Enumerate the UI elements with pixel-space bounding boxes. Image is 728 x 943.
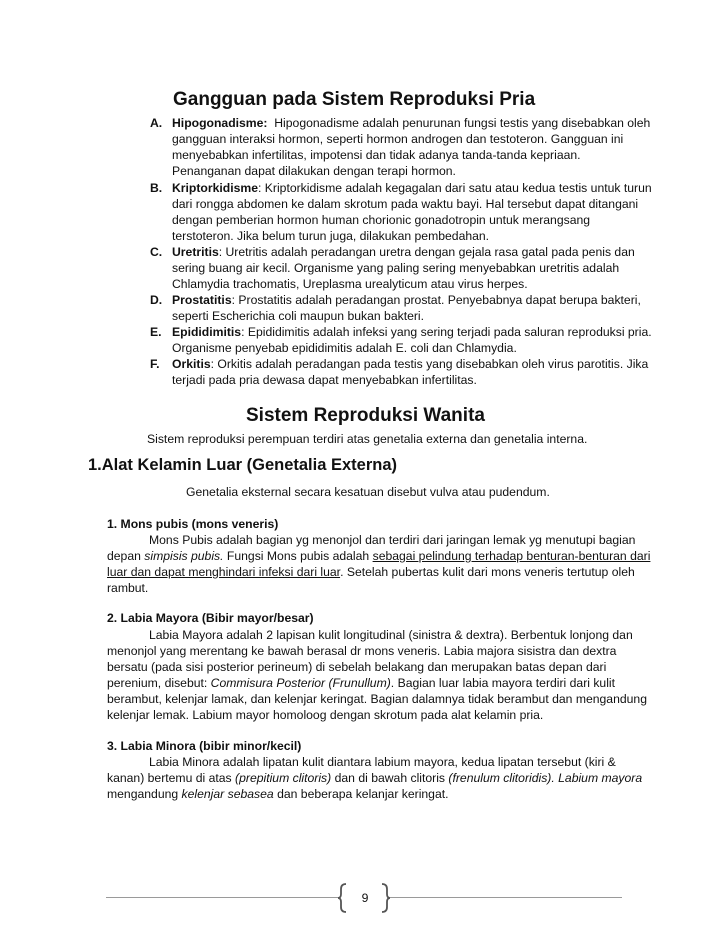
pria-item-line xyxy=(172,340,517,356)
pria-item-line xyxy=(172,180,652,196)
page-number: 9 xyxy=(361,891,369,905)
pria-item-line xyxy=(172,356,648,372)
pria-item-text: Penanganan dapat dilakukan dengan terapi hormon. xyxy=(172,164,456,178)
mons-line-3: luar dan dapat menghindari infeksi dari luar. Setelah pubertas kulit dari mons veneris tertutup oleh xyxy=(107,565,635,579)
pria-item-letter: E. xyxy=(150,325,162,339)
pria-item-text: : Epididimitis adalah infeksi yang sering terjadi pada saluran reproduksi pria. xyxy=(241,325,652,339)
pria-item-text: Organisme penyebab epididimitis adalah E. coli dan Chlamydia. xyxy=(172,341,517,355)
pria-item-text: gangguan interaksi hormon, seperti hormon androgen dan testoteron. Gangguan ini xyxy=(172,132,624,146)
mayora-line-3: bersatu (pada sisi posterior perineum) di sebelah belakang dan merupakan batas depan dari xyxy=(107,660,607,674)
pria-item-term: Hipogonadisme: xyxy=(172,116,268,130)
minora-line-1: Labia Minora adalah lipatan kulit diantara labium mayora, kedua lipatan tersebut (kiri & xyxy=(149,755,616,769)
mons-heading: 1. Mons pubis (mons veneris) xyxy=(107,517,279,531)
left-brace-icon xyxy=(338,884,346,912)
pria-item-line xyxy=(172,212,590,228)
pria-item-line xyxy=(172,324,652,340)
pria-item-text: sering buang air kecil. Organisme yang paling sering menyebabkan uretritis adalah xyxy=(172,261,620,275)
pria-item-letter: F. xyxy=(150,357,160,371)
mayora-heading: 2. Labia Mayora (Bibir mayor/besar) xyxy=(107,611,314,625)
mayora-line-6: kelenjar lemak. Labium mayor homoloog dengan skrotum pada alat kelamin pria. xyxy=(107,708,544,722)
footer-rule-right xyxy=(390,897,622,898)
pria-item-text: : Orkitis adalah peradangan pada testis yang disebabkan oleh virus parotitis. Jika xyxy=(210,357,649,371)
pria-item-term: Kriptorkidisme xyxy=(172,181,259,195)
pria-item-line xyxy=(172,131,623,147)
right-brace-icon xyxy=(382,884,390,912)
pria-item-text: Chlamydia trachomatis, Ureplasma urealyticum atau virus herpes. xyxy=(172,277,528,291)
pria-item-text: dari rongga abdomen ke dalam skrotum pada waktu bayi. Hal tersebut dapat ditangani xyxy=(172,197,639,211)
pria-item-line xyxy=(172,163,456,179)
pria-item-text: : Kriptorkidisme adalah kegagalan dari satu atau kedua testis untuk turun xyxy=(258,181,652,195)
pria-item-line xyxy=(172,147,581,163)
pria-item-text: : Prostatitis adalah peradangan prostat. Penyebabnya dapat berupa bakteri, xyxy=(231,293,641,307)
pria-item-line xyxy=(172,115,650,131)
pria-item-text: : Uretritis adalah peradangan uretra dengan gejala rasa gatal pada penis dan xyxy=(218,245,635,259)
pria-item-line xyxy=(172,308,424,324)
pria-item-text: terjadi pada pria dewasa dapat menyebabkan infertilitas. xyxy=(172,373,477,387)
mayora-line-5: berambut, kelenjar lamak, dan kelenjar keringat. Bagian dalamnya tidak berambut dan mengandung xyxy=(107,692,647,706)
minora-line-3: mengandung kelenjar sebasea dan beberapa kelanjar keringat. xyxy=(107,787,449,801)
pria-item-term: Orkitis xyxy=(172,357,211,371)
mayora-line-2: menonjol yang merentang ke bawah berasal dr mons veneris. Labia majora sisistra dan dextra xyxy=(107,644,617,658)
mayora-line-4: perenium, disebut: Commisura Posterior (Frunullum). Bagian luar labia mayora terdiri dari kulit xyxy=(107,676,616,690)
pria-item-line xyxy=(172,260,619,276)
pria-item-text: seperti Escherichia coli maupun bukan bakteri. xyxy=(172,309,425,323)
pria-item-line xyxy=(172,196,638,212)
pria-item-letter: A. xyxy=(150,116,163,130)
pria-item-line xyxy=(172,244,635,260)
footer-rule-left xyxy=(106,897,338,898)
section-title-wanita: Sistem Reproduksi Wanita xyxy=(246,405,485,426)
pria-item-term: Epididimitis xyxy=(172,325,242,339)
pria-item-letter: D. xyxy=(150,293,163,307)
pria-item-text: dengan pemberian hormon human chorionic gonadotropin untuk merangsang xyxy=(172,213,591,227)
pria-item-term: Uretritis xyxy=(172,245,219,259)
pria-item-text: menyebabkan infertilitas, impotensi dan tidak adanya tanda-tanda kepriaan. xyxy=(172,148,581,162)
mayora-line-1: Labia Mayora adalah 2 lapisan kulit longitudinal (sinistra & dextra). Berbentuk lonjong dan xyxy=(149,628,633,642)
section1-heading: 1.Alat Kelamin Luar (Genetalia Externa) xyxy=(88,456,398,474)
pria-item-line xyxy=(172,276,528,292)
minora-line-2: kanan) bertemu di atas (prepitium clitoris) dan di bawah clitoris (frenulum clitoridis). Labium mayora xyxy=(107,771,643,785)
mons-line-4: rambut. xyxy=(107,581,149,595)
pria-item-line xyxy=(172,292,641,308)
pria-item-line xyxy=(172,372,477,388)
pria-item-text: Hipogonadisme adalah penurunan fungsi testis yang disebabkan oleh xyxy=(267,116,651,130)
intro-wanita: Sistem reproduksi perempuan terdiri atas genetalia externa dan genetalia interna. xyxy=(147,432,588,446)
minora-heading: 3. Labia Minora (bibir minor/kecil) xyxy=(107,739,302,753)
pria-item-letter: C. xyxy=(150,245,163,259)
pria-item-letter: B. xyxy=(150,181,163,195)
mons-line-1: Mons Pubis adalah bagian yg menonjol dan terdiri dari jaringan lemak yg menutupi bagian xyxy=(149,533,636,547)
mons-line-2: depan simpisis pubis. Fungsi Mons pubis adalah sebagai pelindung terhadap benturan-benturan dari xyxy=(107,549,651,563)
pria-item-term: Prostatitis xyxy=(172,293,232,307)
pria-item-line xyxy=(172,228,489,244)
pria-item-text: terstoteron. Jika belum turun juga, dilakukan pembedahan. xyxy=(172,229,490,243)
section1-intro: Genetalia eksternal secara kesatuan disebut vulva atau pudendum. xyxy=(186,485,550,499)
page-title-pria: Gangguan pada Sistem Reproduksi Pria xyxy=(173,89,536,110)
